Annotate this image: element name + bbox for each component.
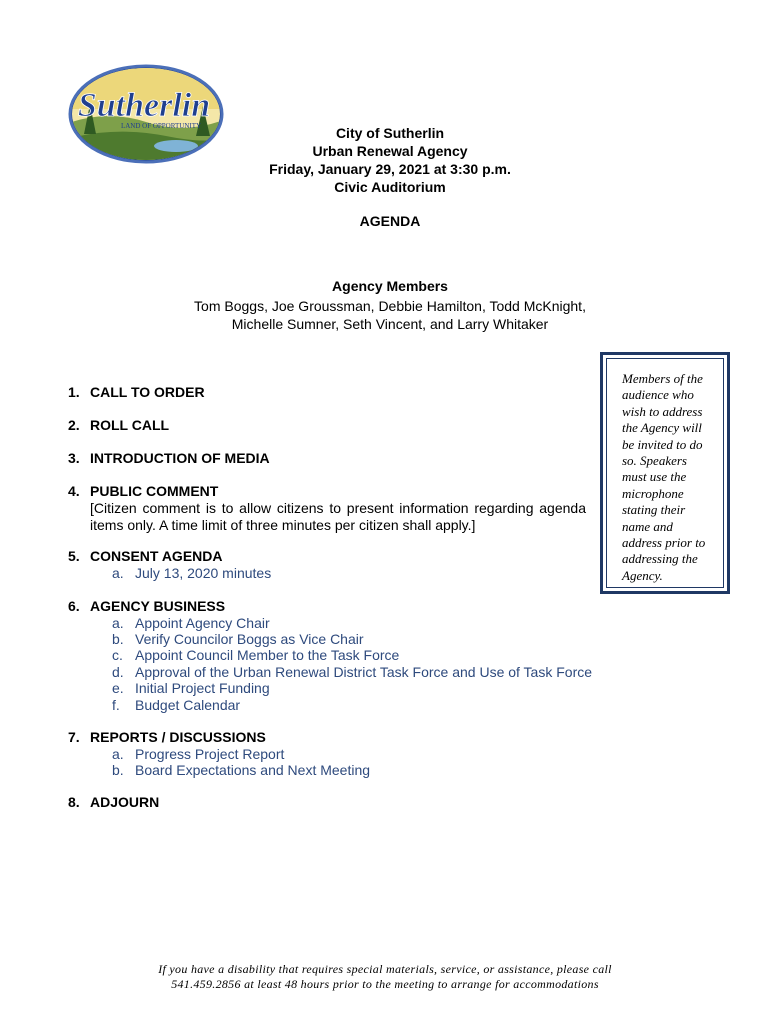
sub-item: e. Initial Project Funding: [112, 680, 270, 696]
city-name: City of Sutherlin: [335, 125, 445, 141]
sub-item: a. Progress Project Report: [112, 746, 285, 762]
item-label: PUBLIC COMMENT: [90, 483, 219, 499]
item-label: REPORTS / DISCUSSIONS: [90, 729, 266, 745]
item-label: CALL TO ORDER: [90, 384, 205, 400]
audience-note-box: [600, 352, 730, 594]
meeting-header: [100, 124, 680, 196]
members-line-2: Michelle Sumner, Seth Vincent, and Larry Whitaker: [231, 316, 549, 332]
audience-note-text: Members of the audience who wish to address the Agency will be invited to do so. Speakers must use the microphone stating their name and address prior to addressing the Agency.: [606, 358, 724, 588]
members-title: Agency Members: [332, 278, 448, 294]
footer-line-2: 541.459.2856 at least 48 hours prior to the meeting to arrange for accommodations: [171, 977, 599, 991]
item-number: 3.: [68, 450, 80, 466]
item-label: INTRODUCTION OF MEDIA: [90, 450, 270, 466]
item-number: 7.: [68, 729, 80, 745]
item-label: ADJOURN: [90, 794, 160, 810]
footer-line-1: If you have a disability that requires special materials, service, or assistance, please call: [158, 962, 612, 976]
item-label: AGENCY BUSINESS: [90, 598, 226, 614]
item-label: ROLL CALL: [90, 417, 170, 433]
accessibility-footer: [100, 962, 670, 992]
sub-item: a. Appoint Agency Chair: [112, 615, 270, 631]
members-list: [90, 297, 690, 333]
sub-item: a. July 13, 2020 minutes: [112, 565, 272, 581]
agenda-title: AGENDA: [359, 213, 421, 229]
sub-item: f. Budget Calendar: [112, 697, 241, 713]
logo-text: Sutherlin: [77, 87, 211, 124]
sub-item: d. Approval of the Urban Renewal District Task Force and Use of Task Force: [112, 664, 593, 680]
agency-name: Urban Renewal Agency: [312, 143, 468, 159]
item-number: 6.: [68, 598, 80, 614]
item-label: CONSENT AGENDA: [90, 548, 223, 564]
item-number: 1.: [68, 384, 80, 400]
meeting-location: Civic Auditorium: [334, 179, 446, 195]
logo-tagline: LAND OF OPPORTUNITY: [120, 122, 202, 130]
item-number: 5.: [68, 548, 80, 564]
members-line-1: Tom Boggs, Joe Groussman, Debbie Hamilton, Todd McKnight,: [194, 298, 586, 314]
item-number: 2.: [68, 417, 80, 433]
meeting-datetime: Friday, January 29, 2021 at 3:30 p.m.: [269, 161, 511, 177]
sub-item: b. Verify Councilor Boggs as Vice Chair: [112, 631, 364, 647]
item-number: 8.: [68, 794, 80, 810]
public-comment-description: [Citizen comment is to allow citizens to present information regarding agenda items only. A time limit of three minutes per citizen shall apply.]: [90, 500, 586, 533]
sub-item: b. Board Expectations and Next Meeting: [112, 762, 371, 778]
item-number: 4.: [68, 483, 80, 499]
sub-item: c. Appoint Council Member to the Task Force: [112, 647, 400, 663]
